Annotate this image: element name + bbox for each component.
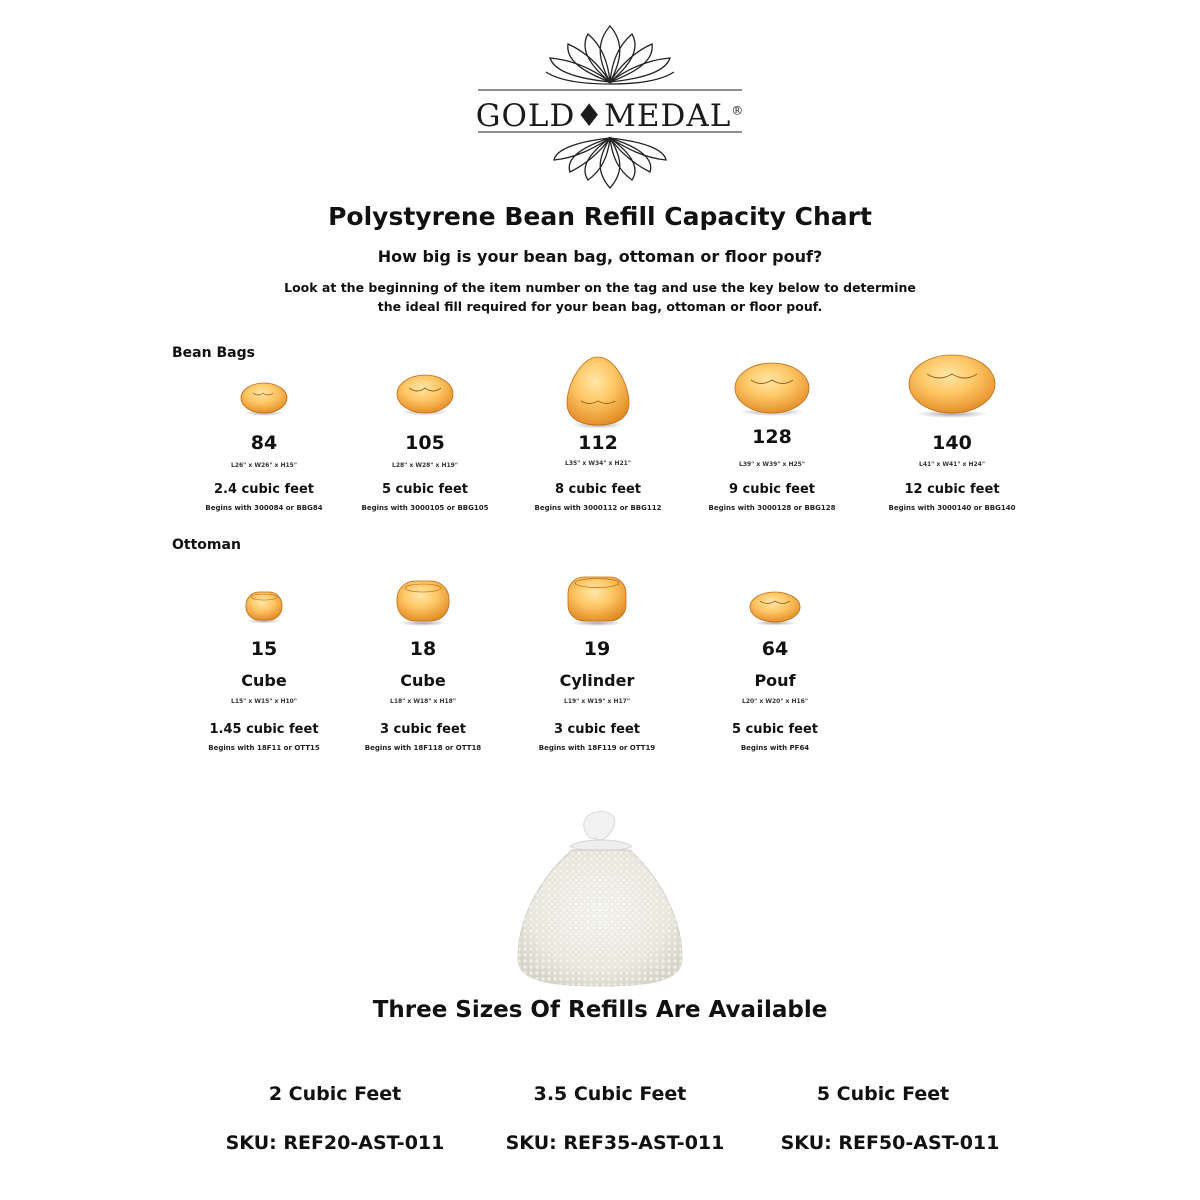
gold-medal-logo [470,20,750,195]
item-dimensions: L18" x W18" x H18" [390,698,456,705]
item-dimensions: L20" x W20" x H16" [742,698,808,705]
ottoman-icon [243,588,285,624]
instructions [200,278,1000,316]
item-begins-with: Begins with 18F11 or OTT15 [208,744,320,752]
item-kind: Pouf [754,671,796,690]
refill-sku-5: SKU: REF50-AST-011 [780,1132,1000,1154]
item-dimensions: L39" x W39" x H25" [739,461,805,468]
bean-bag-icon [565,355,631,429]
bean-bag-icon [907,352,997,418]
item-capacity: 2.4 cubic feet [213,482,314,497]
item-dimensions: L41" x W41" x H24" [919,461,985,468]
item-begins-with: Begins with 3000112 or BBG112 [534,504,662,512]
section-label-ottoman: Ottoman [172,537,241,553]
item-number: 128 [752,426,792,448]
item-capacity: 5 cubic feet [731,722,819,737]
chart-title: Polystyrene Bean Refill Capacity Chart [328,202,872,231]
refill-bag-image [510,808,690,998]
item-kind: Cylinder [559,671,635,690]
item-number: 18 [409,638,437,660]
item-number: 15 [250,638,278,660]
item-number: 19 [583,638,611,660]
item-capacity: 3 cubic feet [553,722,641,737]
bean-bag-icon [395,372,455,416]
ottoman-icon [565,574,629,626]
item-capacity: 9 cubic feet [728,482,816,497]
item-dimensions: L28" x W28" x H19" [392,462,458,469]
item-dimensions: L26" x W26" x H15" [231,462,297,469]
item-capacity: 3 cubic feet [379,722,467,737]
chart-subtitle: How big is your bean bag, ottoman or floor pouf? [377,247,823,266]
item-kind: Cube [400,671,446,690]
item-begins-with: Begins with PF64 [740,744,810,752]
refills-title: Three Sizes Of Refills Are Available [372,997,828,1023]
item-capacity: 8 cubic feet [554,482,642,497]
pouf-icon [748,588,802,626]
ottoman-icon [394,578,452,626]
item-number: 140 [932,432,972,454]
instruction-line-2: the ideal fill required for your bean bag, ottoman or floor pouf. [377,299,823,314]
refill-size-3-5: 3.5 Cubic Feet [533,1083,687,1105]
section-label-bean-bags: Bean Bags [172,345,255,361]
item-begins-with: Begins with 300084 or BBG84 [205,504,323,512]
item-begins-with: Begins with 18F119 or OTT19 [538,744,656,752]
item-dimensions: L19" x W19" x H17" [564,698,630,705]
item-begins-with: Begins with 3000140 or BBG140 [888,504,1016,512]
item-number: 64 [761,638,789,660]
item-dimensions: L15" x W15" x H10" [231,698,297,705]
item-capacity: 5 cubic feet [381,482,469,497]
refill-sku-3-5: SKU: REF35-AST-011 [505,1132,725,1154]
item-begins-with: Begins with 18F118 or OTT18 [364,744,482,752]
brand-name: GOLD♦MEDAL® [475,98,745,134]
instruction-line-1: Look at the beginning of the item number on the tag and use the key below to determine [284,280,916,295]
item-capacity: 12 cubic feet [904,482,1000,497]
item-kind: Cube [241,671,287,690]
bean-bag-icon [239,380,289,416]
item-capacity: 1.45 cubic feet [209,722,319,737]
item-dimensions: L35" x W34" x H21" [565,460,631,467]
refill-size-5: 5 Cubic Feet [816,1083,950,1105]
bean-bag-icon [733,360,811,416]
item-begins-with: Begins with 3000105 or BBG105 [361,504,489,512]
item-number: 112 [578,432,618,454]
item-begins-with: Begins with 3000128 or BBG128 [708,504,836,512]
item-number: 84 [250,432,278,454]
refill-size-2: 2 Cubic Feet [268,1083,402,1105]
item-number: 105 [405,432,445,454]
refill-sku-2: SKU: REF20-AST-011 [225,1132,445,1154]
